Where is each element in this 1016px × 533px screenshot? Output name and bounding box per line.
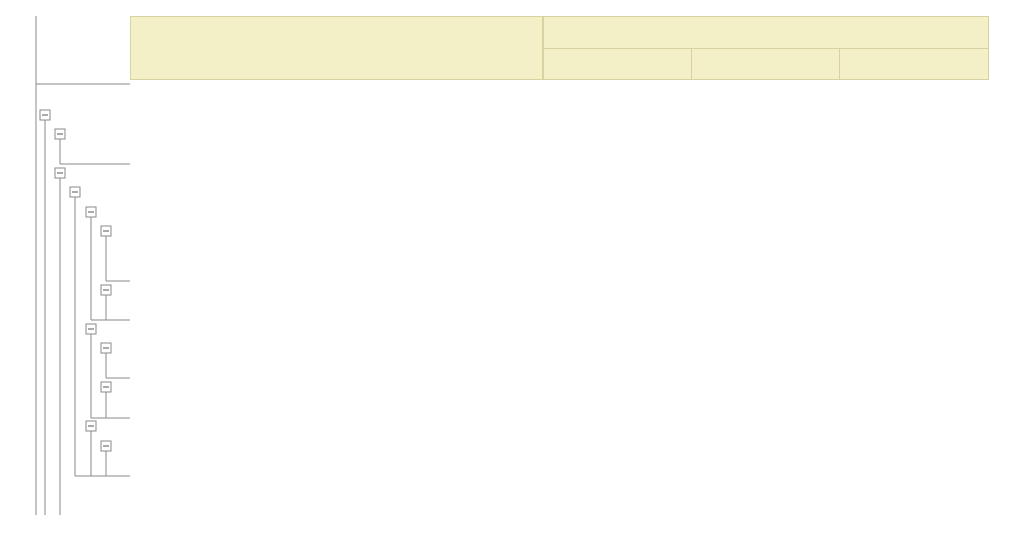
column-header-april[interactable] bbox=[543, 48, 692, 80]
collapse-toggle-payments[interactable] bbox=[55, 168, 65, 178]
column-header-quarter[interactable] bbox=[543, 16, 989, 49]
collapse-toggle-assol-1[interactable] bbox=[101, 226, 111, 236]
column-header-indicator[interactable] bbox=[130, 16, 543, 80]
collapse-toggle-goods[interactable] bbox=[86, 324, 96, 334]
collapse-toggle-omega[interactable] bbox=[101, 285, 111, 295]
collapse-toggle-main[interactable] bbox=[40, 110, 50, 120]
collapse-toggle-elektropribor[interactable] bbox=[101, 382, 111, 392]
collapse-toggle-receipts[interactable] bbox=[55, 129, 65, 139]
collapse-toggle-contract-works[interactable] bbox=[86, 421, 96, 431]
column-header-june[interactable] bbox=[839, 48, 989, 80]
column-header-may[interactable] bbox=[691, 48, 840, 80]
collapse-toggle-assol-2[interactable] bbox=[101, 441, 111, 451]
collapse-toggle-alfa[interactable] bbox=[101, 343, 111, 353]
collapse-toggle-raw[interactable] bbox=[70, 187, 80, 197]
collapse-toggle-materials[interactable] bbox=[86, 207, 96, 217]
